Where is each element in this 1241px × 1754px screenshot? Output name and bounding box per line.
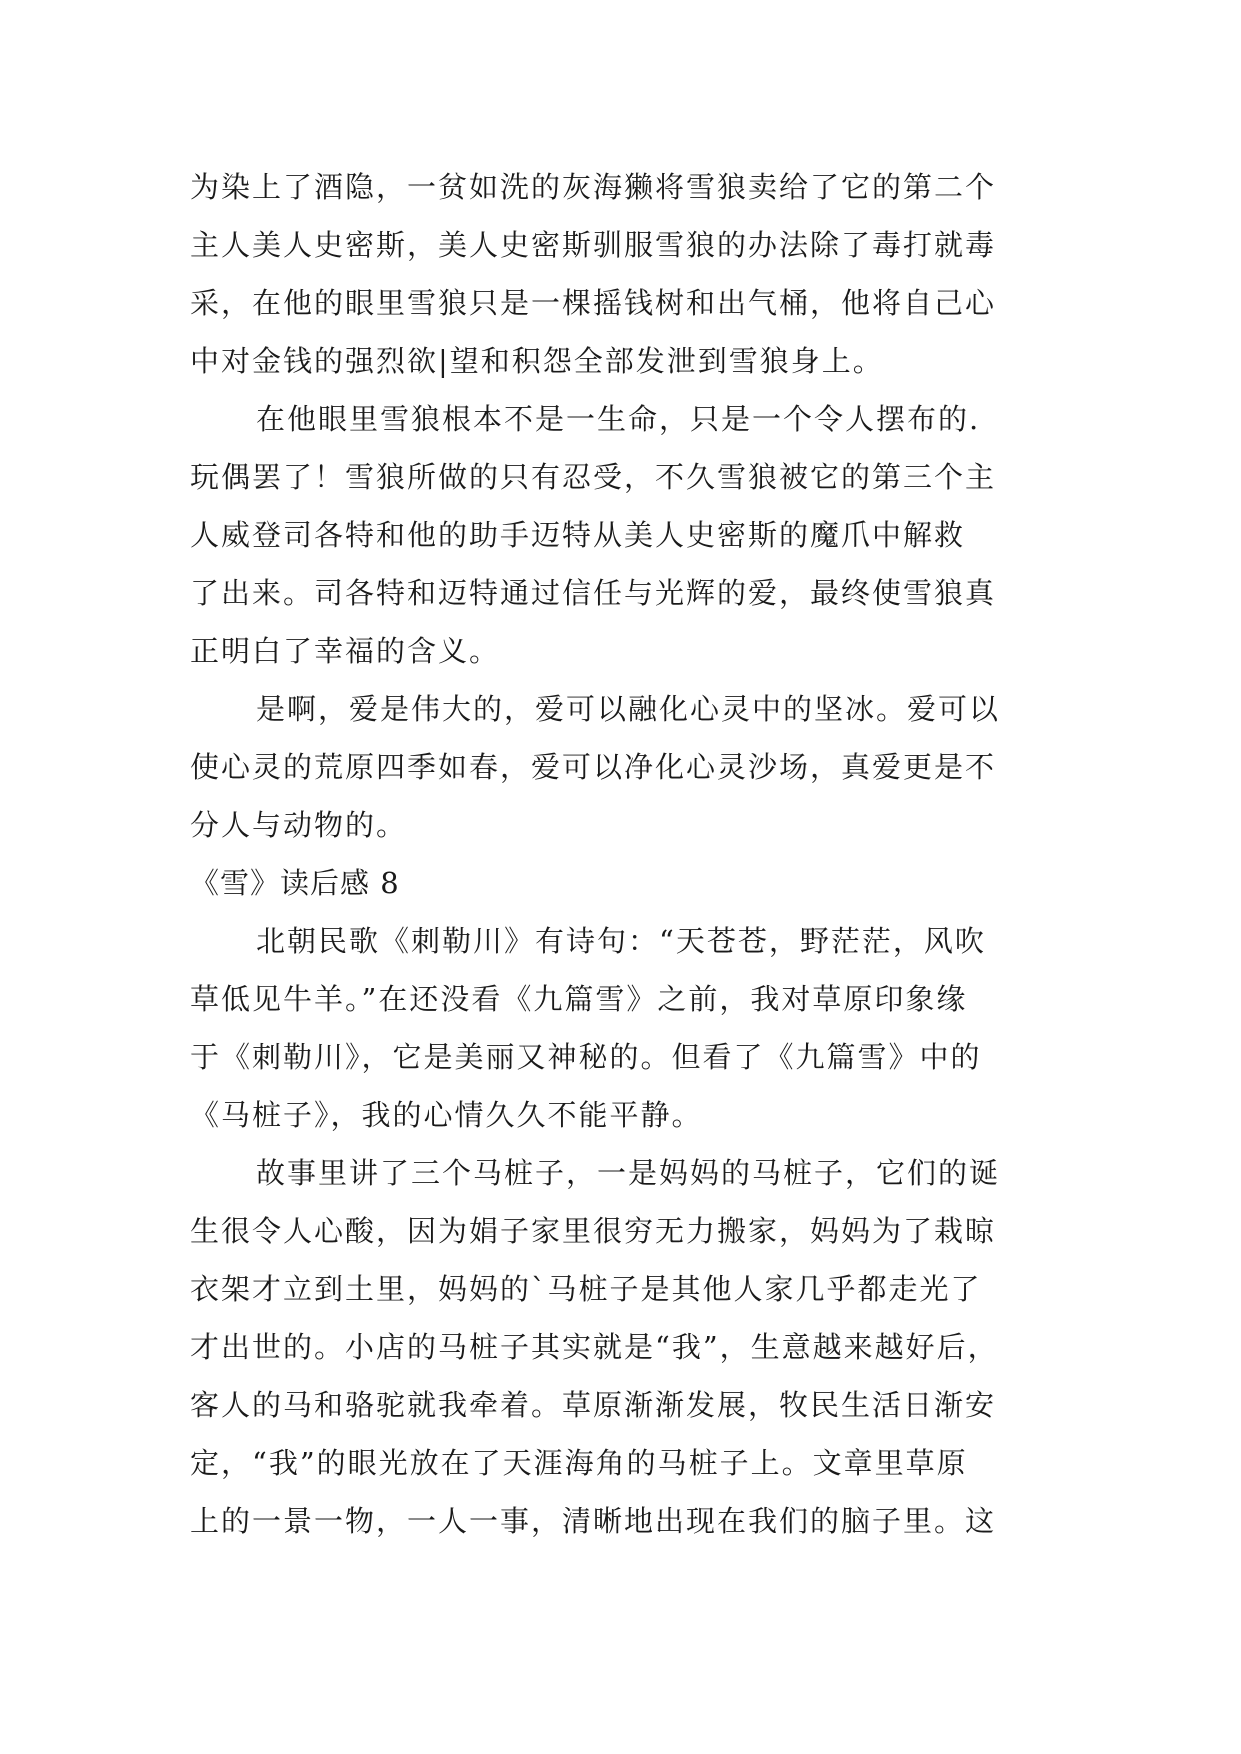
text-line: 北朝民歌《刺勒川》有诗句：“天苍苍，野茫茫，风吹 — [256, 924, 986, 958]
text-line: 故事里讲了三个马桩子，一是妈妈的马桩子，它们的诞 — [256, 1156, 1001, 1190]
text-line: 生很令人心酸，因为娟子家里很穷无力搬家，妈妈为了栽晾 — [190, 1214, 997, 1248]
section-heading: 《雪》读后感 8 — [190, 866, 400, 900]
text-line: 衣架才立到土里，妈妈的`马桩子是其他人家几乎都走光了 — [190, 1272, 982, 1306]
text-line: 才出世的。小店的马桩子其实就是“我”，生意越来越好后， — [190, 1330, 999, 1364]
text-line: 为染上了酒隐，一贫如洗的灰海獭将雪狼卖给了它的第二个 — [190, 170, 997, 204]
text-line: 定，“我”的眼光放在了天涯海角的马桩子上。文章里草原 — [190, 1446, 968, 1480]
text-line: 主人美人史密斯，美人史密斯驯服雪狼的办法除了毒打就毒 — [190, 228, 997, 262]
text-line: 了出来。司各特和迈特通过信任与光辉的爱，最终使雪狼真 — [190, 576, 997, 610]
text-line: 中对金钱的强烈欲|望和积怨全部发泄到雪狼身上。 — [190, 344, 884, 378]
text-line: 上的一景一物，一人一事，清晰地出现在我们的脑子里。这 — [190, 1504, 997, 1538]
text-line: 草低见牛羊。”在还没看《九篇雪》之前，我对草原印象缘 — [190, 982, 968, 1016]
text-line: 是啊，爱是伟大的，爱可以融化心灵中的坚冰。爱可以 — [256, 692, 1001, 726]
text-line: 正明白了幸福的含义。 — [190, 634, 501, 668]
text-line: 于《刺勒川》，它是美丽又神秘的。但看了《九篇雪》中的 — [190, 1040, 982, 1074]
text-line: 《马桩子》，我的心情久久不能平静。 — [190, 1098, 703, 1132]
text-line: 分人与动物的。 — [190, 808, 408, 842]
text-line: 使心灵的荒原四季如春，爱可以净化心灵沙场，真爱更是不 — [190, 750, 997, 784]
text-line: 玩偶罢了！雪狼所做的只有忍受，不久雪狼被它的第三个主 — [190, 460, 997, 494]
text-line: 在他眼里雪狼根本不是一生命，只是一个令人摆布的. — [256, 402, 981, 436]
text-line: 客人的马和骆驼就我牵着。草原渐渐发展，牧民生活日渐安 — [190, 1388, 997, 1422]
document-body — [190, 158, 1050, 1550]
text-line: 人威登司各特和他的助手迈特从美人史密斯的魔爪中解救 — [190, 518, 966, 552]
text-line: 采，在他的眼里雪狼只是一棵摇钱树和出气桶，他将自己心 — [190, 286, 997, 320]
